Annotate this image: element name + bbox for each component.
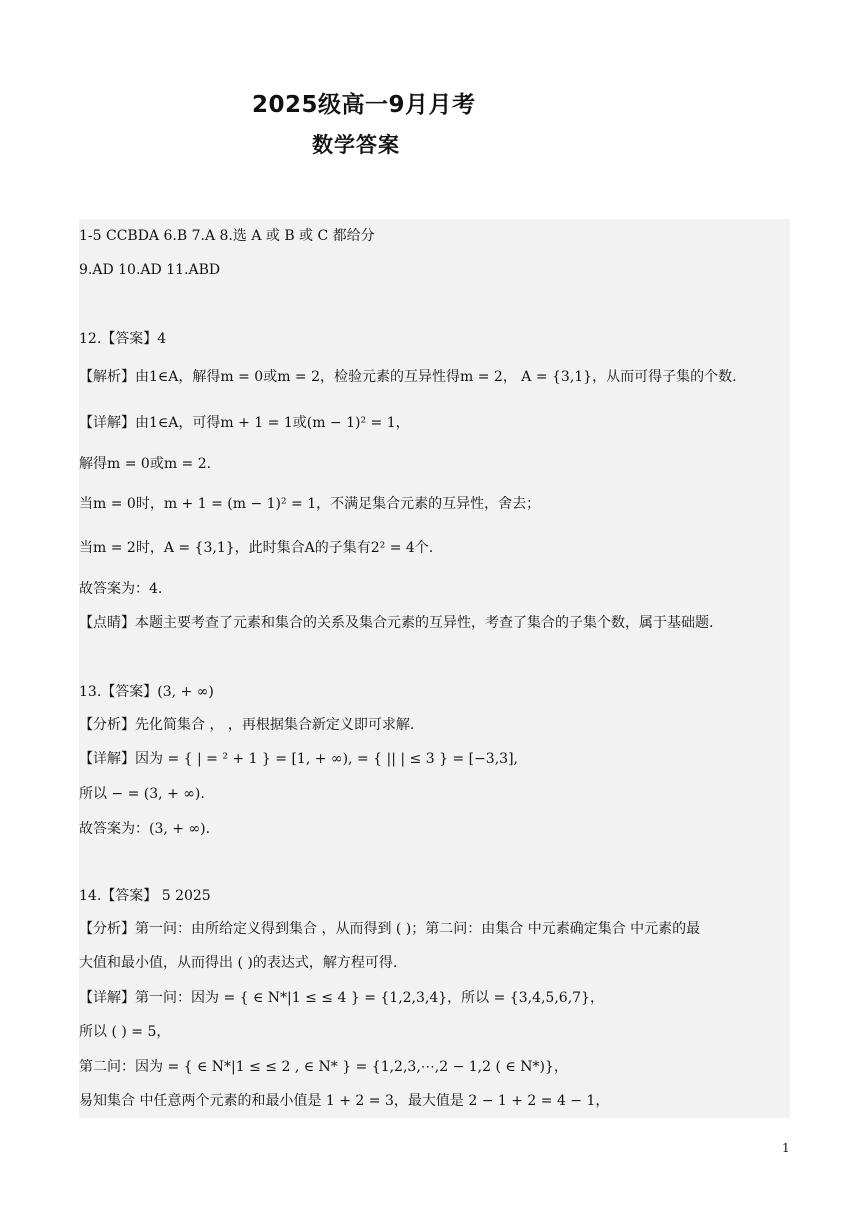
- text-line: 解得m = 0或m = 2.: [79, 456, 212, 472]
- text-line: 【详解】由1∈A，可得m + 1 = 1或(m − 1)² = 1，: [79, 415, 410, 431]
- text-line: 【详解】第一问：因为 = { ∈ N*|1 ≤ ≤ 4 } = {1,2,3,4}，所以 = {3,4,5,6,7}，: [79, 990, 604, 1006]
- text-line: 9.AD 10.AD 11.ABD: [79, 262, 221, 278]
- text-line: 当m = 0时，m + 1 = (m − 1)² = 1，不满足集合元素的互异性，舍去；: [79, 496, 541, 512]
- text-line: 第二问：因为 = { ∈ N*|1 ≤ ≤ 2 , ∈ N* } = {1,2,3,⋯,2 − 1,2 ( ∈ N*)}，: [79, 1059, 568, 1075]
- text-line: 【点睛】本题主要考查了元素和集合的关系及集合元素的互异性，考查了集合的子集个数，属于基础题.: [79, 615, 714, 631]
- text-line: 14.【答案】 5 2025: [79, 888, 211, 904]
- text-line: 所以 ( ) = 5，: [79, 1024, 171, 1040]
- text-line: 12.【答案】4: [79, 331, 167, 347]
- text-line: 1-5 CCBDA 6.B 7.A 8.选 A 或 B 或 C 都给分: [79, 228, 375, 244]
- text-line: 故答案为：(3, + ∞).: [79, 821, 211, 837]
- text-line: 所以 − = (3, + ∞).: [79, 786, 205, 802]
- text-line: 【详解】因为 = { | = ² + 1 } = [1, + ∞), = { || | ≤ 3 } = [−3,3],: [79, 751, 518, 767]
- document-title: 2025级高一9月月考: [252, 92, 476, 118]
- page-number: 1: [782, 1141, 790, 1155]
- text-line: 故答案为：4.: [79, 581, 163, 597]
- text-line: 【分析】第一问：由所给定义得到集合 ，从而得到 ( )；第二问：由集合 中元素确定集合 中元素的最: [79, 921, 701, 937]
- text-line: 易知集合 中任意两个元素的和最小值是 1 + 2 = 3，最大值是 2 − 1 + 2 = 4 − 1，: [79, 1093, 610, 1109]
- text-line: 13.【答案】(3, + ∞): [79, 684, 214, 700]
- text-line: 大值和最小值，从而得出 ( )的表达式，解方程可得.: [79, 955, 398, 971]
- text-line: 当m = 2时，A = {3,1}，此时集合A的子集有2² = 4个.: [79, 540, 434, 556]
- text-line: 【分析】先化简集合 ， ，再根据集合新定义即可求解.: [79, 717, 415, 733]
- answer-body: [79, 219, 790, 1118]
- text-line: 【解析】由1∈A，解得m = 0或m = 2，检验元素的互异性得m = 2， A = {3,1}，从而可得子集的个数.: [79, 369, 737, 385]
- document-subtitle: 数学答案: [312, 133, 400, 157]
